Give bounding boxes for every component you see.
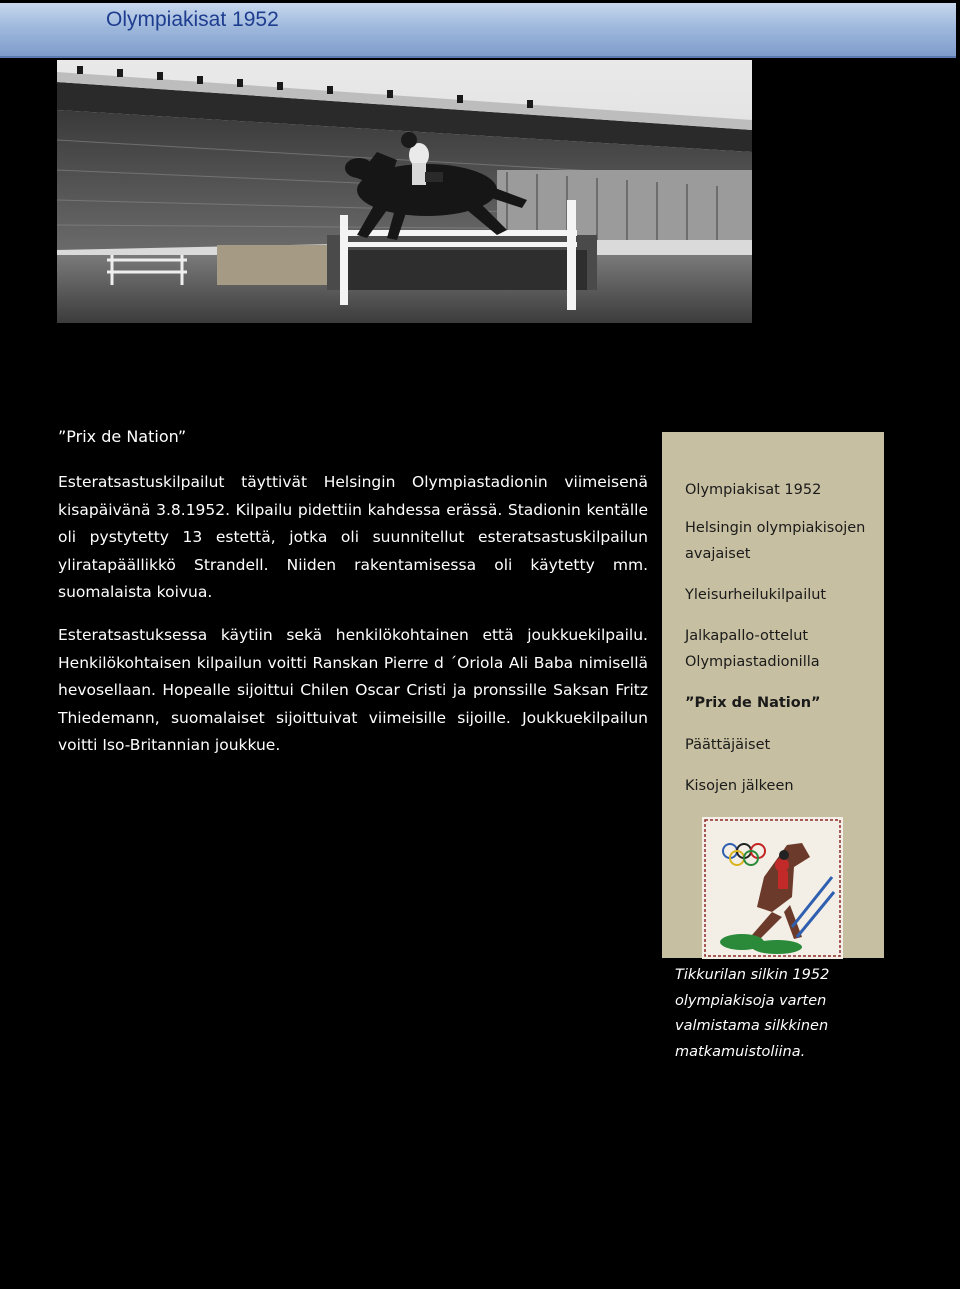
header-bar — [0, 3, 956, 58]
sidebar-item-paattajaiset[interactable]: Päättäjäiset — [685, 737, 771, 753]
article-paragraph-1: Esteratsastuskilpailut täyttivät Helsingin Olympiastadionin viimeisenä kisapäivänä 3.8.1952. Kilpailu pidettiin kahdessa erässä. Stadionin kentälle oli pystytetty 13 estettä, jotka oli suunnitellut esteratsastuskilpailun yliratapäällikkö Strandell. Niiden rakentamisessa oli käytetty mm. suomalaista koivua. — [58, 473, 648, 601]
image-caption: Tikkurilan silkin 1952 olympiakisoja varten valmistama silkkinen matkamuistoliina. — [675, 967, 830, 1060]
sidebar-item-jalkapallo[interactable]: Jalkapallo-ottelut Olympiastadionilla — [685, 628, 820, 670]
sidebar-item-olympiakisat[interactable]: Olympiakisat 1952 — [685, 482, 822, 498]
page-title: Olympiakisat 1952 — [106, 8, 279, 31]
show-jumping-photo — [57, 60, 752, 323]
article-heading: ”Prix de Nation” — [58, 427, 187, 446]
sidebar-item-yleisurheilu[interactable]: Yleisurheilukilpailut — [685, 587, 827, 603]
sidebar-item-avajaiset[interactable]: Helsingin olympiakisojen avajaiset — [685, 520, 866, 562]
article-paragraph-2: Esteratsastuksessa käytiin sekä henkilökohtainen että joukkuekilpailu. Henkilökohtaisen kilpailun voitti Ranskan Pierre d ´Oriola Ali Baba nimisellä hevosellaan. Hopealle sijoittui Chilen Oscar Cristi ja pronssille Saksan Fritz Thiedemann, suomalaiset sijoittuivat viimeisille sijoille. Joukkuekilpailun voitti Iso-Britannian joukkue. — [58, 626, 648, 754]
silk-scarf-image — [702, 817, 843, 959]
sidebar-item-prix-de-nation[interactable]: ”Prix de Nation” — [685, 695, 821, 711]
sidebar-item-kisojen-jalkeen[interactable]: Kisojen jälkeen — [685, 778, 794, 794]
sidebar-panel — [662, 432, 884, 958]
